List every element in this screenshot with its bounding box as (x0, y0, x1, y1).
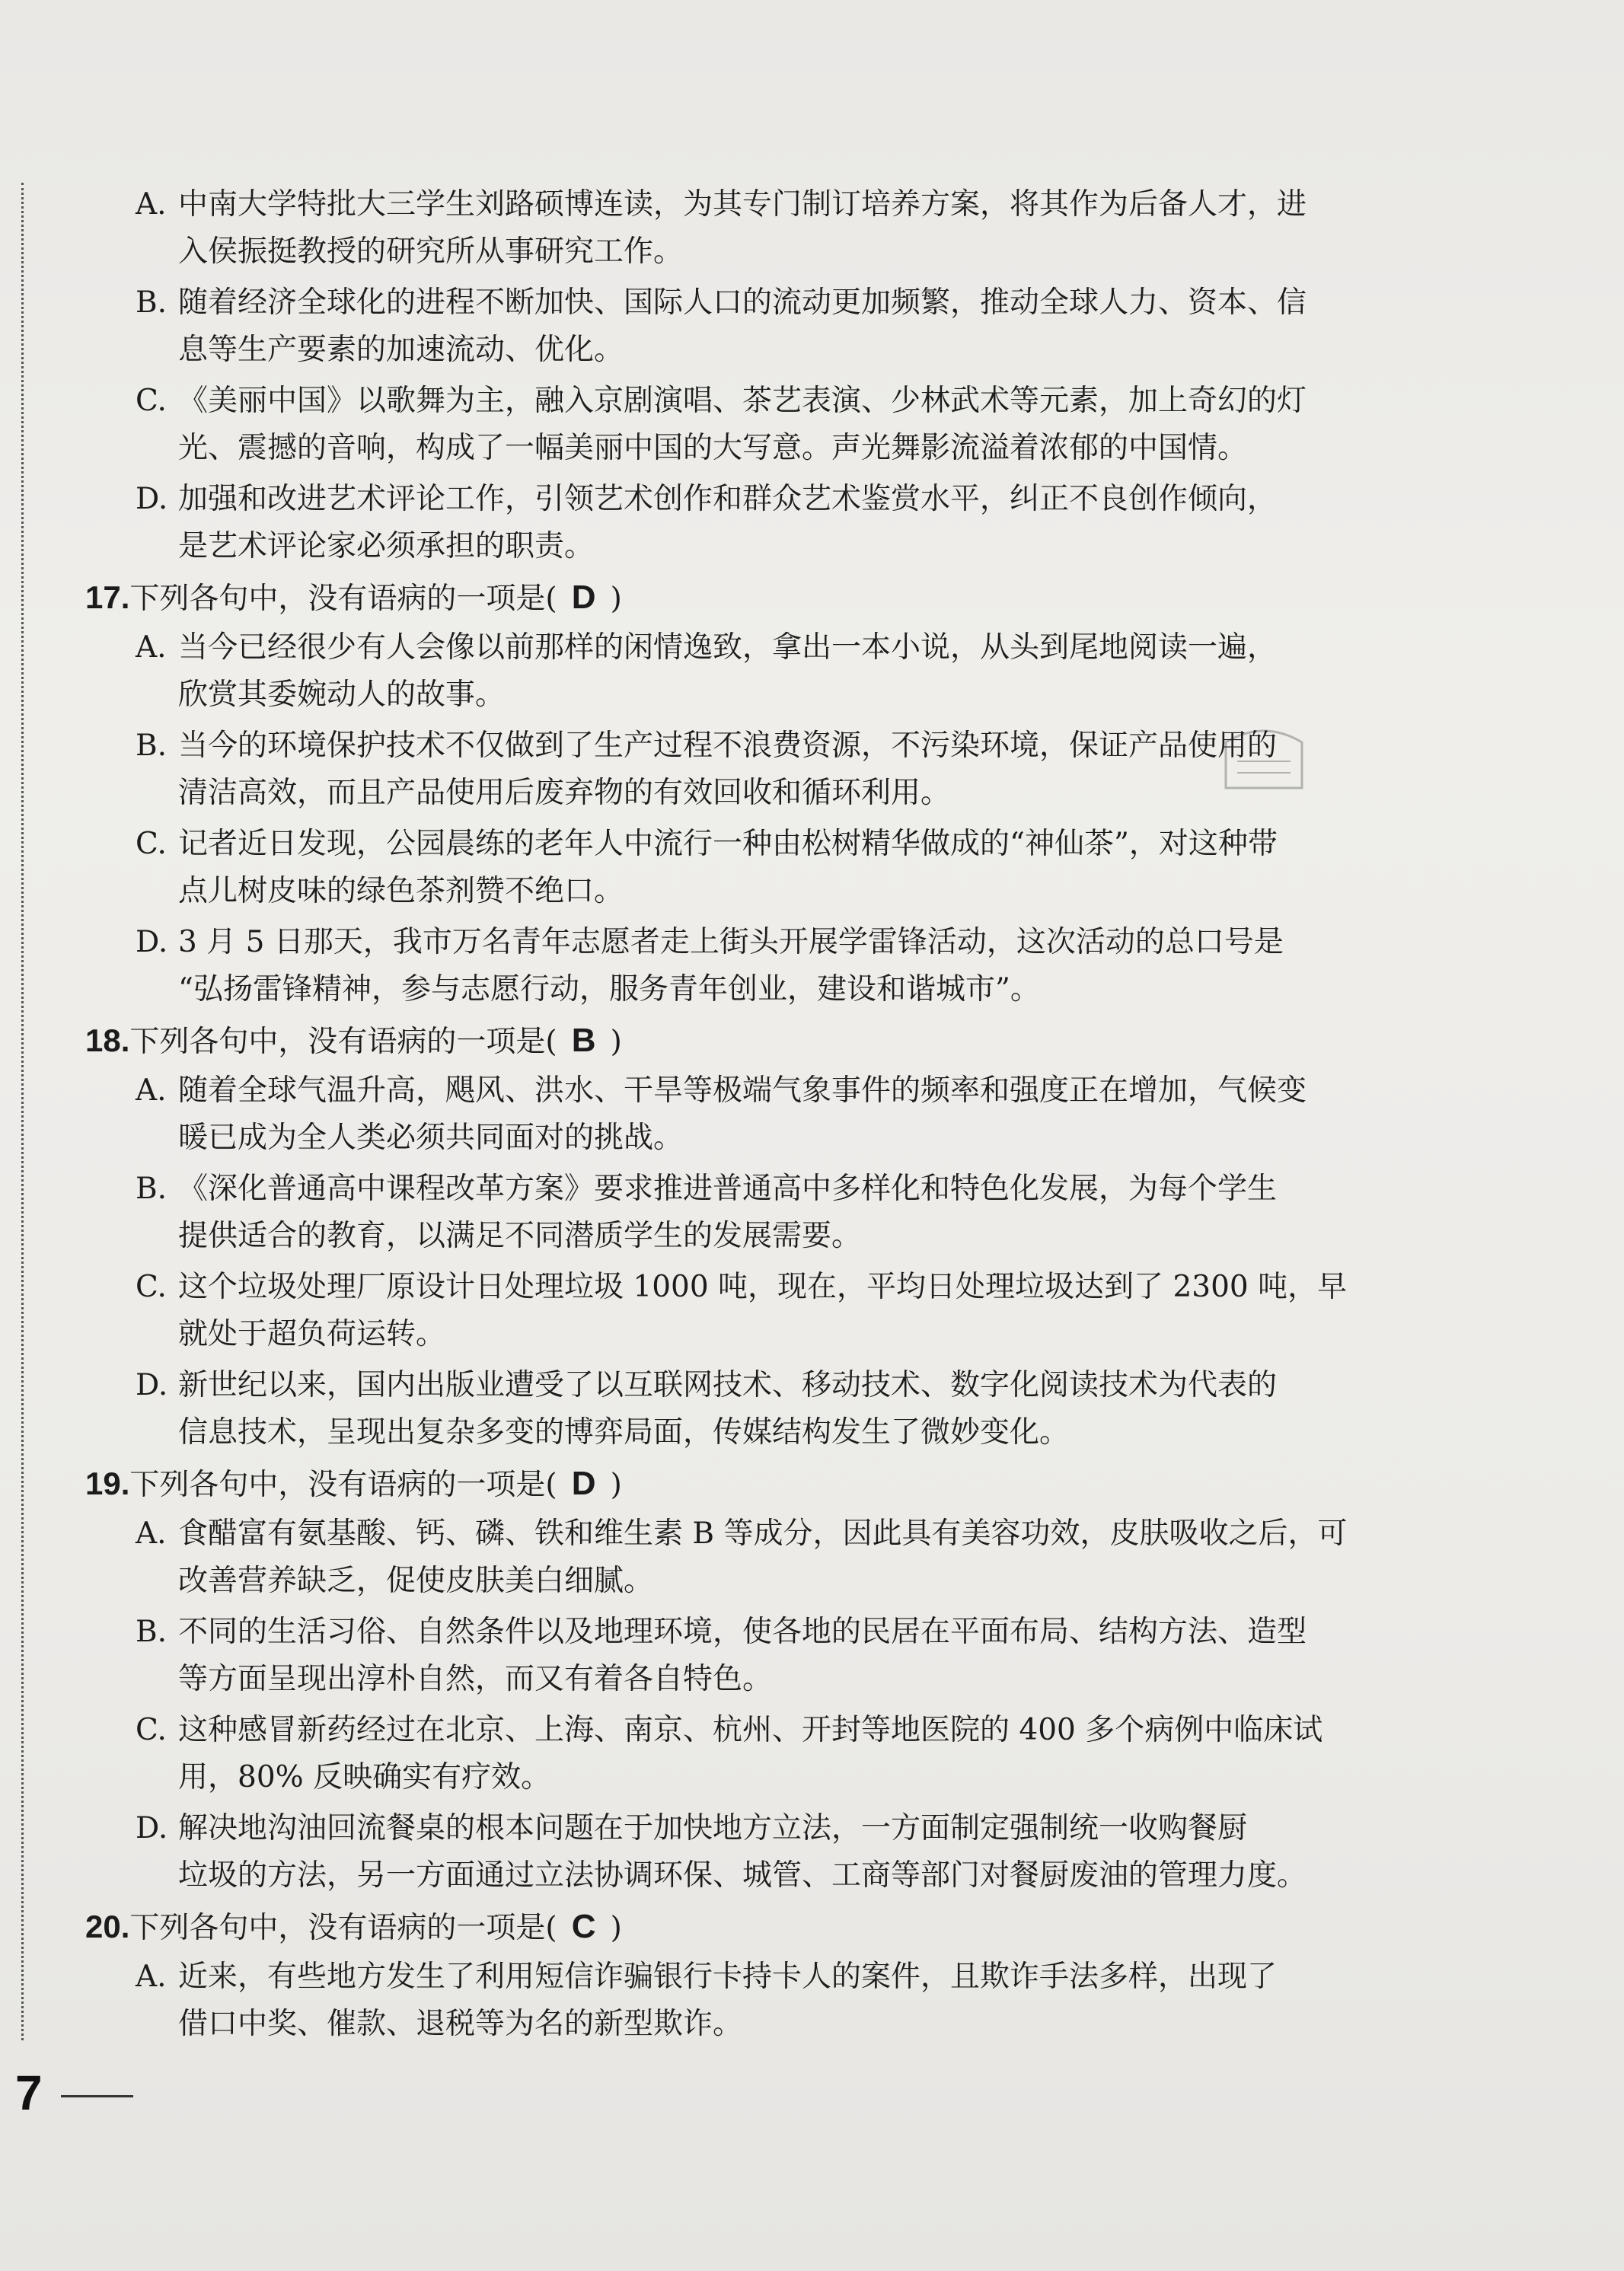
question-answer: D (571, 1465, 596, 1502)
option-text-line2: 暖已成为全人类必须共同面对的挑战。 (178, 1121, 684, 1155)
question-stem (85, 1903, 1380, 1950)
option-text-line2: 垃圾的方法，另一方面通过立法协调环保、城管、工商等部门对餐厨废油的管理力度。 (178, 1858, 1307, 1893)
answer-option (136, 476, 1384, 570)
option-text-line1: 《美丽中国》以歌舞为主，融入京剧演唱、茶艺表演、少林武术等元素，加上奇幻的灯 (178, 384, 1307, 418)
question-stem-text: 下列各句中，没有语病的一项是( (129, 1468, 557, 1502)
question-answer: B (571, 1022, 596, 1059)
option-label: A. (136, 1073, 167, 1108)
question-stem-close: ) (610, 1468, 622, 1502)
question-stem-close: ) (610, 582, 622, 616)
option-text-line1: 解决地沟油回流餐桌的根本问题在于加快地方立法，一方面制定强制统一收购餐厨 (178, 1811, 1248, 1845)
option-label: B. (136, 1172, 168, 1206)
option-text-line1: 这种感冒新药经过在北京、上海、南京、杭州、开封等地医院的 400 多个病例中临床试 (178, 1713, 1323, 1747)
answer-option (136, 1609, 1384, 1703)
option-text-line2: 等方面呈现出淳朴自然，而又有着各自特色。 (178, 1662, 773, 1696)
question-number: 17. (85, 579, 130, 615)
option-label: D. (136, 1368, 168, 1402)
option-text-line2: 借口中奖、催款、退税等为名的新型欺诈。 (178, 2007, 743, 2041)
option-text-line2: 就处于超负荷运转。 (178, 1317, 446, 1351)
option-label: C. (136, 827, 167, 861)
answer-option (136, 1954, 1384, 2048)
option-text-line2: 用，80% 反映确实有疗效。 (178, 1760, 551, 1794)
answer-option (136, 279, 1384, 374)
option-label: D. (136, 482, 168, 516)
option-text-line1: 加强和改进艺术评论工作，引领艺术创作和群众艺术鉴赏水平，纠正不良创作倾向， (178, 482, 1278, 516)
answer-option (136, 181, 1384, 276)
binding-dotted-line (21, 183, 24, 2040)
answer-option (136, 1362, 1384, 1456)
option-label: B. (136, 729, 168, 763)
option-label: A. (136, 187, 167, 222)
option-label: D. (136, 1811, 168, 1845)
answer-option (136, 1510, 1384, 1605)
question-answer: C (571, 1908, 596, 1945)
option-label: B. (136, 1615, 168, 1649)
answer-option (136, 624, 1384, 719)
question-stem (85, 574, 1380, 621)
option-label: B. (136, 285, 168, 320)
answer-option (136, 378, 1384, 472)
question-number: 18. (85, 1022, 130, 1058)
answer-option (136, 1805, 1384, 1899)
option-label: C. (136, 1270, 167, 1304)
option-label: A. (136, 1517, 167, 1551)
option-text-line1: 随着经济全球化的进程不断加快、国际人口的流动更加频繁，推动全球人力、资本、信 (178, 285, 1307, 320)
option-text-line1: 《深化普通高中课程改革方案》要求推进普通高中多样化和特色化发展，为每个学生 (178, 1172, 1278, 1206)
option-text-line2: 点儿树皮味的绿色茶剂赞不绝口。 (178, 874, 624, 908)
option-text-line2: 改善营养缺乏，促使皮肤美白细腻。 (178, 1564, 654, 1598)
question-stem-text: 下列各句中，没有语病的一项是( (129, 582, 557, 616)
answer-option (136, 919, 1384, 1013)
option-text-line2: 信息技术，呈现出复杂多变的博弈局面，传媒结构发生了微妙变化。 (178, 1415, 1070, 1450)
option-text-line2: 光、震撼的音响，构成了一幅美丽中国的大写意。声光舞影流溢着浓郁的中国情。 (178, 431, 1248, 465)
question-stem-text: 下列各句中，没有语病的一项是( (129, 1911, 557, 1945)
question-answer: D (571, 579, 596, 616)
option-text-line2: 清洁高效，而且产品使用后废弃物的有效回收和循环利用。 (178, 776, 951, 810)
option-text-line2: 欣赏其委婉动人的故事。 (178, 678, 506, 712)
option-text-line2: 是艺术评论家必须承担的职责。 (178, 529, 595, 563)
option-text-line1: 这个垃圾处理厂原设计日处理垃圾 1000 吨，现在，平均日处理垃圾达到了 2300 吨，早 (178, 1270, 1348, 1304)
answer-option (136, 1166, 1384, 1260)
option-label: C. (136, 1713, 167, 1747)
option-text-line1: 当今的环境保护技术不仅做到了生产过程不浪费资源，不污染环境，保证产品使用的 (178, 729, 1278, 763)
question-number: 20. (85, 1909, 130, 1944)
option-text-line2: “弘扬雷锋精神，参与志愿行动，服务青年创业，建设和谐城市”。 (178, 972, 1040, 1006)
question-number: 19. (85, 1466, 130, 1501)
option-text-line1: 不同的生活习俗、自然条件以及地理环境，使各地的民居在平面布局、结构方法、造型 (178, 1615, 1307, 1649)
option-text-line1: 中南大学特批大三学生刘路硕博连读，为其专门制订培养方案，将其作为后备人才，进 (178, 187, 1307, 222)
option-label: C. (136, 384, 167, 418)
question-stem-close: ) (610, 1025, 622, 1059)
option-text-line1: 新世纪以来，国内出版业遭受了以互联网技术、移动技术、数字化阅读技术为代表的 (178, 1368, 1278, 1402)
option-text-line2: 入侯振挺教授的研究所从事研究工作。 (178, 234, 684, 269)
question-stem-text: 下列各句中，没有语病的一项是( (129, 1025, 557, 1059)
option-text-line1: 近来，有些地方发生了利用短信诈骗银行卡持卡人的案件，且欺诈手法多样，出现了 (178, 1960, 1278, 1994)
option-text-line1: 随着全球气温升高，飓风、洪水、干旱等极端气象事件的频率和强度正在增加，气候变 (178, 1073, 1307, 1108)
answer-option (136, 722, 1384, 817)
page-number-rule (61, 2095, 133, 2097)
option-label: D. (136, 925, 168, 959)
option-label: A. (136, 630, 167, 665)
answer-option (136, 1264, 1384, 1358)
question-stem-close: ) (610, 1911, 622, 1945)
answer-option (136, 1067, 1384, 1162)
option-text-line1: 食醋富有氨基酸、钙、磷、铁和维生素 B 等成分，因此具有美容功效，皮肤吸收之后，可 (178, 1517, 1348, 1551)
option-text-line1: 3 月 5 日那天，我市万名青年志愿者走上街头开展学雷锋活动，这次活动的总口号是 (178, 925, 1284, 959)
option-text-line2: 提供适合的教育，以满足不同潜质学生的发展需要。 (178, 1219, 862, 1253)
option-text-line1: 当今已经很少有人会像以前那样的闲情逸致，拿出一本小说，从头到尾地阅读一遍， (178, 630, 1278, 665)
question-stem (85, 1017, 1380, 1064)
page-number: 7 (15, 2065, 43, 2120)
option-text-line1: 记者近日发现，公园晨练的老年人中流行一种由松树精华做成的“神仙茶”，对这种带 (178, 827, 1278, 861)
question-stem (85, 1460, 1380, 1507)
answer-option (136, 821, 1384, 915)
option-text-line2: 息等生产要素的加速流动、优化。 (178, 333, 624, 367)
answer-option (136, 1707, 1384, 1801)
option-label: A. (136, 1960, 167, 1994)
